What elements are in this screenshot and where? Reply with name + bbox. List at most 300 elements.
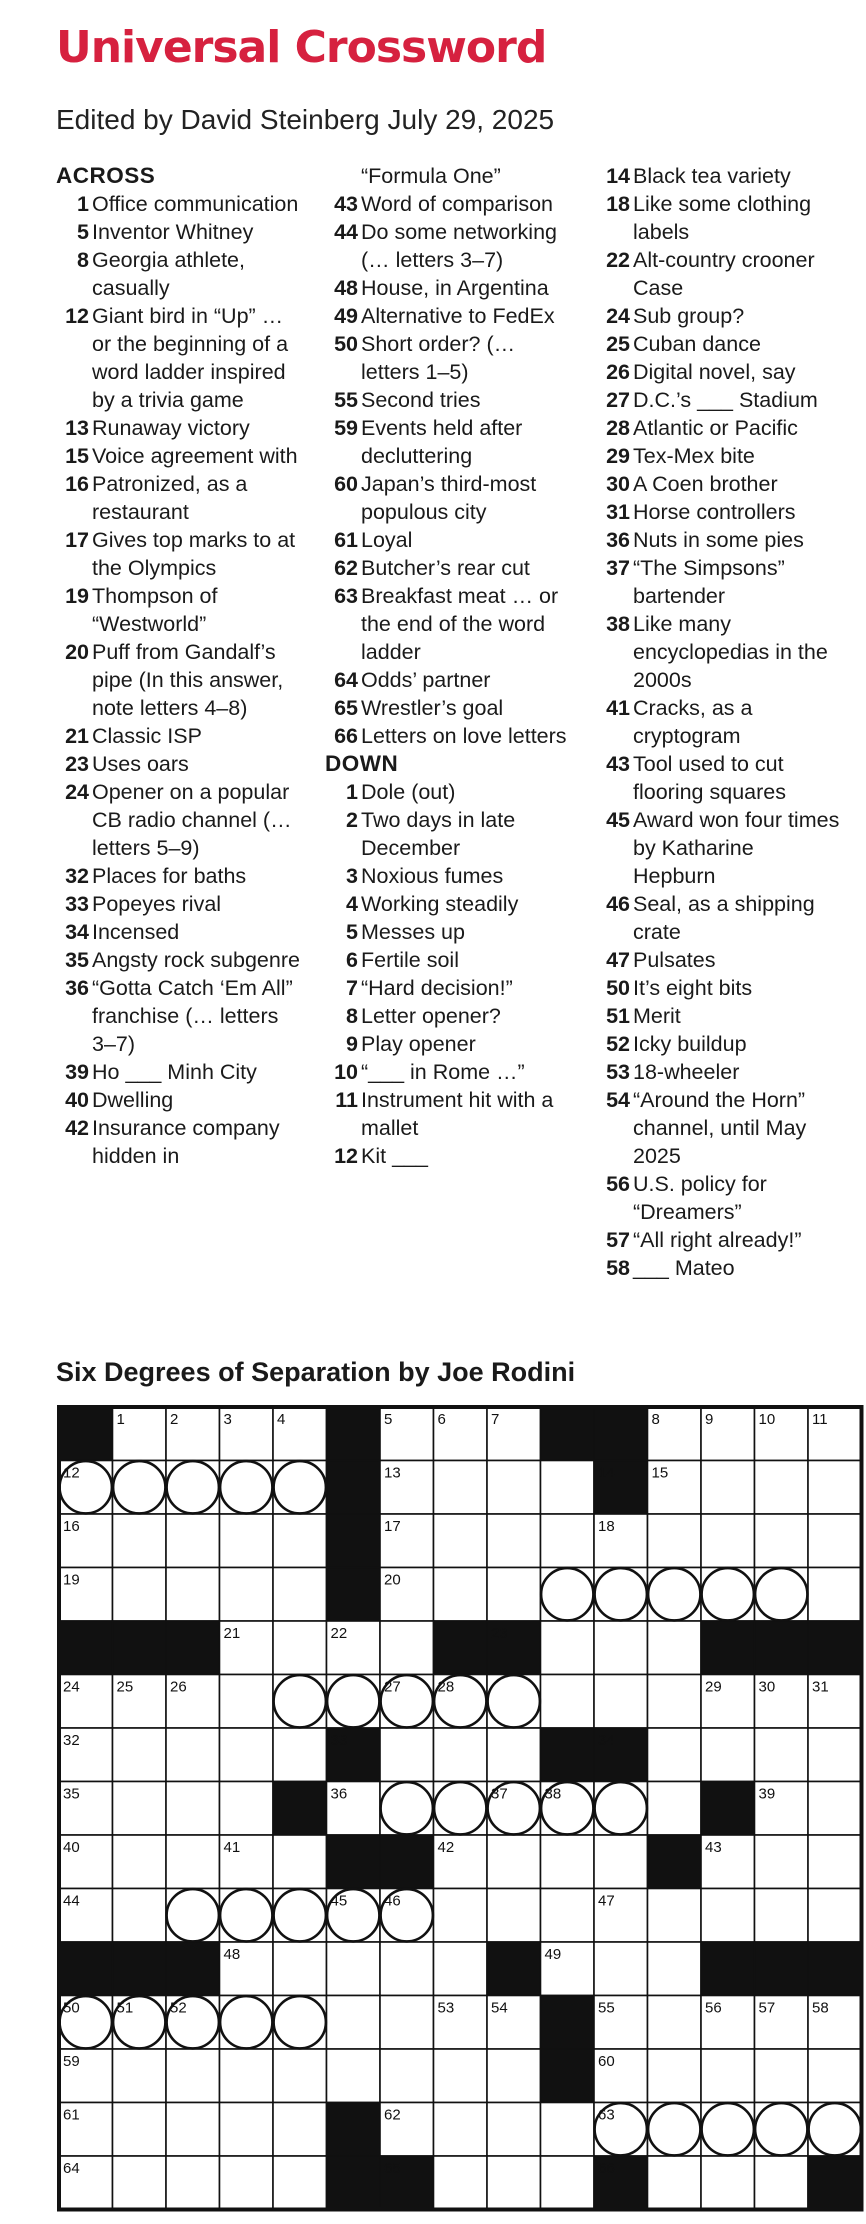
grid-cell[interactable] — [434, 1942, 488, 1996]
grid-cell[interactable] — [541, 2103, 595, 2157]
grid-cell[interactable] — [487, 1835, 541, 1889]
cell-number: 30 — [758, 1678, 776, 1696]
grid-cell[interactable] — [755, 2049, 809, 2103]
clue-across-15[interactable] — [56, 442, 301, 470]
grid-cell[interactable] — [487, 1728, 541, 1782]
clue-text: Nuts in some pies — [633, 528, 804, 552]
clue-across-1[interactable] — [56, 190, 301, 218]
clue-across-39[interactable] — [56, 1058, 301, 1086]
block-cell — [701, 1782, 755, 1836]
clue-text: Thompson of “Westworld” — [92, 584, 218, 636]
clue-down-36[interactable] — [597, 526, 842, 554]
clue-down-54[interactable] — [597, 1086, 842, 1170]
grid-cell[interactable] — [808, 1782, 862, 1836]
clue-number: 61 — [334, 528, 358, 552]
clue-across-59[interactable] — [325, 414, 570, 470]
grid-cell[interactable] — [487, 1461, 541, 1515]
grid-cell[interactable] — [808, 1514, 862, 1568]
grid-cell[interactable] — [113, 1782, 167, 1836]
clue-down-6[interactable] — [325, 946, 570, 974]
grid-cell[interactable] — [755, 1514, 809, 1568]
grid-cell[interactable] — [808, 1568, 862, 1622]
grid-cell[interactable] — [380, 1621, 434, 1675]
grid-cell[interactable] — [113, 2049, 167, 2103]
grid-cell[interactable] — [755, 1835, 809, 1889]
grid-cell[interactable] — [113, 2156, 167, 2210]
clue-across-42[interactable] — [325, 162, 570, 190]
grid-cell[interactable] — [594, 1621, 648, 1675]
clue-down-30[interactable] — [597, 470, 842, 498]
clue-across-42[interactable] — [56, 1114, 301, 1170]
clue-text: Messes up — [361, 920, 465, 944]
cell-number: 47 — [598, 1892, 615, 1910]
clue-number: 24 — [65, 780, 89, 804]
clue-down-12[interactable] — [325, 1142, 570, 1170]
clue-down-27[interactable] — [597, 386, 842, 414]
cell-number: 53 — [437, 1999, 455, 2017]
clue-text: Japan’s third-most populous city — [361, 472, 537, 524]
cell-number: 35 — [63, 1785, 80, 1803]
clue-down-4[interactable] — [325, 890, 570, 918]
clue-across-60[interactable] — [325, 470, 570, 526]
cell-number: 44 — [63, 1892, 80, 1910]
clue-down-9[interactable] — [325, 1030, 570, 1058]
clue-text: It’s eight bits — [633, 976, 753, 1000]
clue-down-51[interactable] — [597, 1002, 842, 1030]
clue-across-43[interactable] — [325, 190, 570, 218]
clue-number: 32 — [65, 864, 89, 888]
cell-number: 24 — [63, 1678, 80, 1696]
grid-cell[interactable] — [220, 2156, 274, 2210]
grid-cell[interactable] — [541, 1835, 595, 1889]
clue-across-34[interactable] — [56, 918, 301, 946]
grid-cell[interactable] — [648, 2049, 702, 2103]
block-cell — [755, 1942, 809, 1996]
clue-number: 7 — [346, 976, 358, 1000]
clue-down-56[interactable] — [597, 1170, 842, 1226]
clue-down-2[interactable] — [325, 806, 570, 862]
grid-cell[interactable] — [166, 1728, 220, 1782]
clue-across-66[interactable] — [325, 722, 570, 750]
clue-across-48[interactable] — [325, 274, 570, 302]
clue-text: U.S. policy for “Dreamers” — [633, 1172, 767, 1224]
clue-down-58[interactable] — [597, 1254, 842, 1282]
clue-text: Icky buildup — [633, 1032, 747, 1056]
grid-cell[interactable] — [808, 1889, 862, 1943]
grid-cell[interactable] — [594, 1675, 648, 1729]
grid-cell[interactable] — [541, 1889, 595, 1943]
clue-across-63[interactable] — [325, 582, 570, 666]
clue-text: Working steadily — [361, 892, 519, 916]
clue-down-29[interactable] — [597, 442, 842, 470]
clue-across-21[interactable] — [56, 722, 301, 750]
block-cell — [327, 1407, 381, 1461]
clue-number: 5 — [77, 220, 89, 244]
cell-number: 13 — [384, 1464, 401, 1482]
clue-down-11[interactable] — [325, 1086, 570, 1142]
cell-number: 59 — [63, 2053, 80, 2070]
clue-text: Kit ___ — [361, 1144, 428, 1168]
clue-text: Classic ISP — [92, 724, 202, 748]
clue-down-37[interactable] — [597, 554, 842, 610]
grid-cell[interactable] — [166, 1568, 220, 1622]
grid-cell[interactable] — [273, 1835, 327, 1889]
clue-down-8[interactable] — [325, 1002, 570, 1030]
grid-cell[interactable] — [648, 1621, 702, 1675]
clue-across-19[interactable] — [56, 582, 301, 638]
clue-text: Opener on a popular CB radio channel (… letters 5–9) — [92, 780, 292, 860]
grid-cell[interactable] — [434, 1568, 488, 1622]
clue-across-50[interactable] — [325, 330, 570, 386]
grid-cell[interactable] — [273, 1621, 327, 1675]
clue-down-31[interactable] — [597, 498, 842, 526]
clue-text: Inventor Whitney — [92, 220, 254, 244]
grid-cell[interactable] — [113, 1568, 167, 1622]
grid-cell[interactable] — [487, 2103, 541, 2157]
grid-cell[interactable] — [808, 1835, 862, 1889]
grid-cell[interactable] — [487, 1568, 541, 1622]
clue-down-18[interactable] — [597, 190, 842, 246]
clue-text: “Around the Horn” channel, until May 2025 — [633, 1088, 807, 1168]
grid-cell[interactable] — [701, 1728, 755, 1782]
clue-number: 56 — [606, 1172, 630, 1196]
grid-cell[interactable] — [755, 1889, 809, 1943]
clue-number: 8 — [77, 248, 89, 272]
clue-down-47[interactable] — [597, 946, 842, 974]
grid-cell[interactable] — [434, 1728, 488, 1782]
cell-number: 20 — [384, 1571, 401, 1589]
grid-cell[interactable] — [648, 1514, 702, 1568]
clue-text: “Gotta Catch ‘Em All” franchise (… letters 3–7) — [92, 976, 293, 1056]
clue-across-24[interactable] — [56, 778, 301, 862]
clue-across-65[interactable] — [325, 694, 570, 722]
block-cell — [59, 1407, 113, 1461]
grid-cell[interactable] — [220, 1728, 274, 1782]
clue-across-17[interactable] — [56, 526, 301, 582]
clue-down-25[interactable] — [597, 330, 842, 358]
grid-cell[interactable] — [166, 2156, 220, 2210]
clue-text: Pulsates — [633, 948, 716, 972]
clue-across-13[interactable] — [56, 414, 301, 442]
grid-cell[interactable] — [701, 2049, 755, 2103]
clue-text: Tool used to cut flooring squares — [633, 752, 786, 804]
grid-cell[interactable] — [648, 1782, 702, 1836]
grid-cell[interactable] — [648, 2156, 702, 2210]
clue-number: 42 — [65, 1116, 89, 1140]
clue-text: Digital novel, say — [633, 360, 796, 384]
cell-number: 61 — [63, 2106, 80, 2124]
grid-cell[interactable] — [434, 1889, 488, 1943]
clue-number: 1 — [77, 192, 89, 216]
clue-across-8[interactable] — [56, 246, 301, 302]
clue-across-5[interactable] — [56, 218, 301, 246]
clue-across-40[interactable] — [56, 1086, 301, 1114]
grid-cell[interactable] — [220, 1782, 274, 1836]
cell-number: 23 — [491, 1625, 508, 1642]
cell-number: 2 — [170, 1411, 179, 1428]
grid-cell[interactable] — [541, 1621, 595, 1675]
clue-text: Patronized, as a restaurant — [92, 472, 248, 524]
clue-text: Merit — [633, 1004, 681, 1028]
grid-cell[interactable] — [166, 1514, 220, 1568]
clue-across-44[interactable] — [325, 218, 570, 274]
grid-cell[interactable] — [434, 2103, 488, 2157]
clue-number: 40 — [65, 1088, 89, 1112]
grid-cell[interactable] — [113, 1889, 167, 1943]
clue-down-5[interactable] — [325, 918, 570, 946]
clue-number: 36 — [606, 528, 630, 552]
grid-cell[interactable] — [220, 2103, 274, 2157]
block-cell — [434, 1621, 488, 1675]
cell-number: 25 — [116, 1678, 134, 1696]
crossword-grid-svg — [56, 1404, 866, 2214]
clue-number: 25 — [606, 332, 630, 356]
clue-down-52[interactable] — [597, 1030, 842, 1058]
grid-cell[interactable] — [808, 2049, 862, 2103]
clue-down-10[interactable] — [325, 1058, 570, 1086]
cell-number: 6 — [437, 1411, 446, 1428]
clue-down-38[interactable] — [597, 610, 842, 694]
grid-cell[interactable] — [273, 2156, 327, 2210]
clue-down-50[interactable] — [597, 974, 842, 1002]
grid-cell[interactable] — [380, 2049, 434, 2103]
grid-cell[interactable] — [113, 1835, 167, 1889]
clue-down-53[interactable] — [597, 1058, 842, 1086]
clue-across-62[interactable] — [325, 554, 570, 582]
grid-cell[interactable] — [327, 1996, 381, 2050]
grid-cell[interactable] — [755, 1728, 809, 1782]
grid-cell[interactable] — [434, 1461, 488, 1515]
clue-number: 65 — [334, 696, 358, 720]
clue-text: Georgia athlete, casually — [92, 248, 245, 300]
grid-cell[interactable] — [166, 1782, 220, 1836]
cell-number: 62 — [384, 2106, 401, 2124]
grid-cell[interactable] — [166, 1835, 220, 1889]
grid-cell[interactable] — [434, 2049, 488, 2103]
grid-cell[interactable] — [648, 1675, 702, 1729]
clue-across-35[interactable] — [56, 946, 301, 974]
clue-across-23[interactable] — [56, 750, 301, 778]
clue-text: Ho ___ Minh City — [92, 1060, 257, 1084]
clue-number: 36 — [65, 976, 89, 1000]
grid-cell[interactable] — [380, 1728, 434, 1782]
grid-cell[interactable] — [487, 2156, 541, 2210]
grid-cell[interactable] — [380, 1942, 434, 1996]
grid-cell[interactable] — [273, 2049, 327, 2103]
clue-text: Cracks, as a cryptogram — [633, 696, 753, 748]
cell-number: 48 — [223, 1946, 241, 1963]
grid-cell[interactable] — [701, 1889, 755, 1943]
clue-text: Play opener — [361, 1032, 476, 1056]
puzzle-title: Six Degrees of Separation by Joe Rodini — [56, 1357, 576, 1387]
clue-text: Do some networking (… letters 3–7) — [361, 220, 557, 272]
cell-number: 27 — [384, 1678, 401, 1696]
clue-across-16[interactable] — [56, 470, 301, 526]
grid-cell[interactable] — [113, 2103, 167, 2157]
grid-cell[interactable] — [113, 1728, 167, 1782]
clue-column-2 — [325, 162, 570, 1170]
block-cell — [327, 1568, 381, 1622]
clue-text: Tex-Mex bite — [633, 444, 755, 468]
grid-cell[interactable] — [166, 2049, 220, 2103]
cell-number: 41 — [223, 1839, 241, 1856]
clue-down-3[interactable] — [325, 862, 570, 890]
grid-cell[interactable] — [541, 1675, 595, 1729]
clue-text: Alternative to FedEx — [361, 304, 555, 328]
grid-cell[interactable] — [541, 2156, 595, 2210]
cell-number: 11 — [812, 1411, 828, 1428]
grid-cell[interactable] — [166, 2103, 220, 2157]
cell-number: 16 — [63, 1518, 80, 1535]
clue-number: 26 — [606, 360, 630, 384]
clue-down-22[interactable] — [597, 246, 842, 302]
grid-cell[interactable] — [487, 1889, 541, 1943]
grid-cell[interactable] — [648, 1889, 702, 1943]
cell-number: 63 — [598, 2106, 615, 2124]
clue-number: 4 — [346, 892, 358, 916]
clue-down-46[interactable] — [597, 890, 842, 946]
grid-cell[interactable] — [273, 1568, 327, 1622]
cell-number: 3 — [223, 1411, 232, 1428]
clue-across-32[interactable] — [56, 862, 301, 890]
grid-cell[interactable] — [808, 1728, 862, 1782]
clue-text: Wrestler’s goal — [361, 696, 504, 720]
grid-cell[interactable] — [327, 1942, 381, 1996]
grid-cell[interactable] — [273, 1728, 327, 1782]
clue-down-7[interactable] — [325, 974, 570, 1002]
clue-number: 12 — [65, 304, 89, 328]
clue-across-55[interactable] — [325, 386, 570, 414]
grid-cell[interactable] — [594, 1835, 648, 1889]
clue-number: 29 — [606, 444, 630, 468]
cell-number: 7 — [491, 1411, 500, 1428]
grid-cell[interactable] — [327, 2049, 381, 2103]
clue-text: Runaway victory — [92, 416, 250, 440]
clue-number: 31 — [606, 500, 630, 524]
down-heading: DOWN — [325, 751, 399, 776]
cell-number: 57 — [758, 1999, 776, 2017]
clue-text: Giant bird in “Up” … or the beginning of a word ladder inspired by a trivia game — [92, 304, 289, 412]
clue-number: 55 — [334, 388, 358, 412]
cell-number: 21 — [223, 1625, 241, 1642]
block-cell — [327, 1461, 381, 1515]
clue-across-49[interactable] — [325, 302, 570, 330]
grid-cell[interactable] — [220, 2049, 274, 2103]
cell-number: 42 — [437, 1839, 455, 1856]
clue-number: 59 — [334, 416, 358, 440]
grid-cell[interactable] — [273, 1514, 327, 1568]
clue-text: Atlantic or Pacific — [633, 416, 798, 440]
cell-number: 55 — [598, 1999, 615, 2017]
grid-cell[interactable] — [808, 1461, 862, 1515]
clue-across-36[interactable] — [56, 974, 301, 1058]
clue-text: Events held after decluttering — [361, 416, 523, 468]
grid-cell[interactable] — [648, 1942, 702, 1996]
grid-cell[interactable] — [113, 1514, 167, 1568]
clue-across-33[interactable] — [56, 890, 301, 918]
clue-text: “The Simpsons” bartender — [633, 556, 785, 608]
cell-number: 32 — [63, 1732, 80, 1749]
clue-across-61[interactable] — [325, 526, 570, 554]
clue-text: Loyal — [361, 528, 413, 552]
cell-number: 49 — [544, 1946, 562, 1963]
grid-cell[interactable] — [487, 2049, 541, 2103]
clue-across-20[interactable] — [56, 638, 301, 722]
clue-across-64[interactable] — [325, 666, 570, 694]
grid-cell[interactable] — [487, 1514, 541, 1568]
cell-number: 10 — [758, 1411, 776, 1428]
cell-number: 52 — [170, 1999, 187, 2017]
grid-cell[interactable] — [220, 1514, 274, 1568]
clue-down-57[interactable] — [597, 1226, 842, 1254]
clue-across-12[interactable] — [56, 302, 301, 414]
clue-text: Odds’ partner — [361, 668, 491, 692]
cell-number: 9 — [705, 1411, 714, 1428]
clue-number: 14 — [606, 164, 630, 188]
clue-number: 37 — [606, 556, 630, 580]
clue-number: 45 — [606, 808, 630, 832]
grid-cell[interactable] — [434, 1514, 488, 1568]
clue-down-43[interactable] — [597, 750, 842, 806]
grid-cell[interactable] — [648, 1996, 702, 2050]
clue-down-26[interactable] — [597, 358, 842, 386]
clue-down-41[interactable] — [597, 694, 842, 750]
clue-text: Fertile soil — [361, 948, 459, 972]
cell-number: 31 — [812, 1678, 829, 1696]
block-cell — [59, 1621, 113, 1675]
clue-text: Cuban dance — [633, 332, 761, 356]
clue-down-45[interactable] — [597, 806, 842, 890]
clue-text: Dole (out) — [361, 780, 456, 804]
grid-cell[interactable] — [380, 1996, 434, 2050]
block-cell — [594, 1407, 648, 1461]
clue-down-24[interactable] — [597, 302, 842, 330]
clue-text: Black tea variety — [633, 164, 791, 188]
clue-down-1[interactable] — [325, 778, 570, 806]
block-cell — [755, 1621, 809, 1675]
crossword-grid — [56, 1404, 866, 2214]
grid-cell[interactable] — [541, 1514, 595, 1568]
clue-text: “Hard decision!” — [361, 976, 513, 1000]
page-title: Universal Crossword — [56, 22, 547, 73]
block-cell — [327, 1835, 381, 1889]
grid-cell[interactable] — [434, 2156, 488, 2210]
grid-cell[interactable] — [755, 2156, 809, 2210]
grid-cell[interactable] — [648, 1728, 702, 1782]
clue-number: 41 — [606, 696, 630, 720]
cell-number: 29 — [705, 1678, 722, 1696]
grid-cell[interactable] — [273, 2103, 327, 2157]
clue-text: “All right already!” — [633, 1228, 802, 1252]
clue-number: 1 — [346, 780, 358, 804]
grid-cell[interactable] — [701, 1461, 755, 1515]
cell-number: 19 — [63, 1571, 80, 1589]
grid-cell[interactable] — [273, 1942, 327, 1996]
grid-cell[interactable] — [220, 1675, 274, 1729]
grid-cell[interactable] — [220, 1568, 274, 1622]
grid-cell[interactable] — [594, 1942, 648, 1996]
grid-cell[interactable] — [701, 2156, 755, 2210]
cell-number: 51 — [116, 1999, 134, 2017]
clue-text: Popeyes rival — [92, 892, 222, 916]
clues-section — [0, 162, 866, 1332]
clue-down-14[interactable] — [597, 162, 842, 190]
grid-cell[interactable] — [701, 1514, 755, 1568]
clue-down-28[interactable] — [597, 414, 842, 442]
clue-number: 22 — [606, 248, 630, 272]
grid-cell[interactable] — [541, 1461, 595, 1515]
grid-cell[interactable] — [755, 1461, 809, 1515]
